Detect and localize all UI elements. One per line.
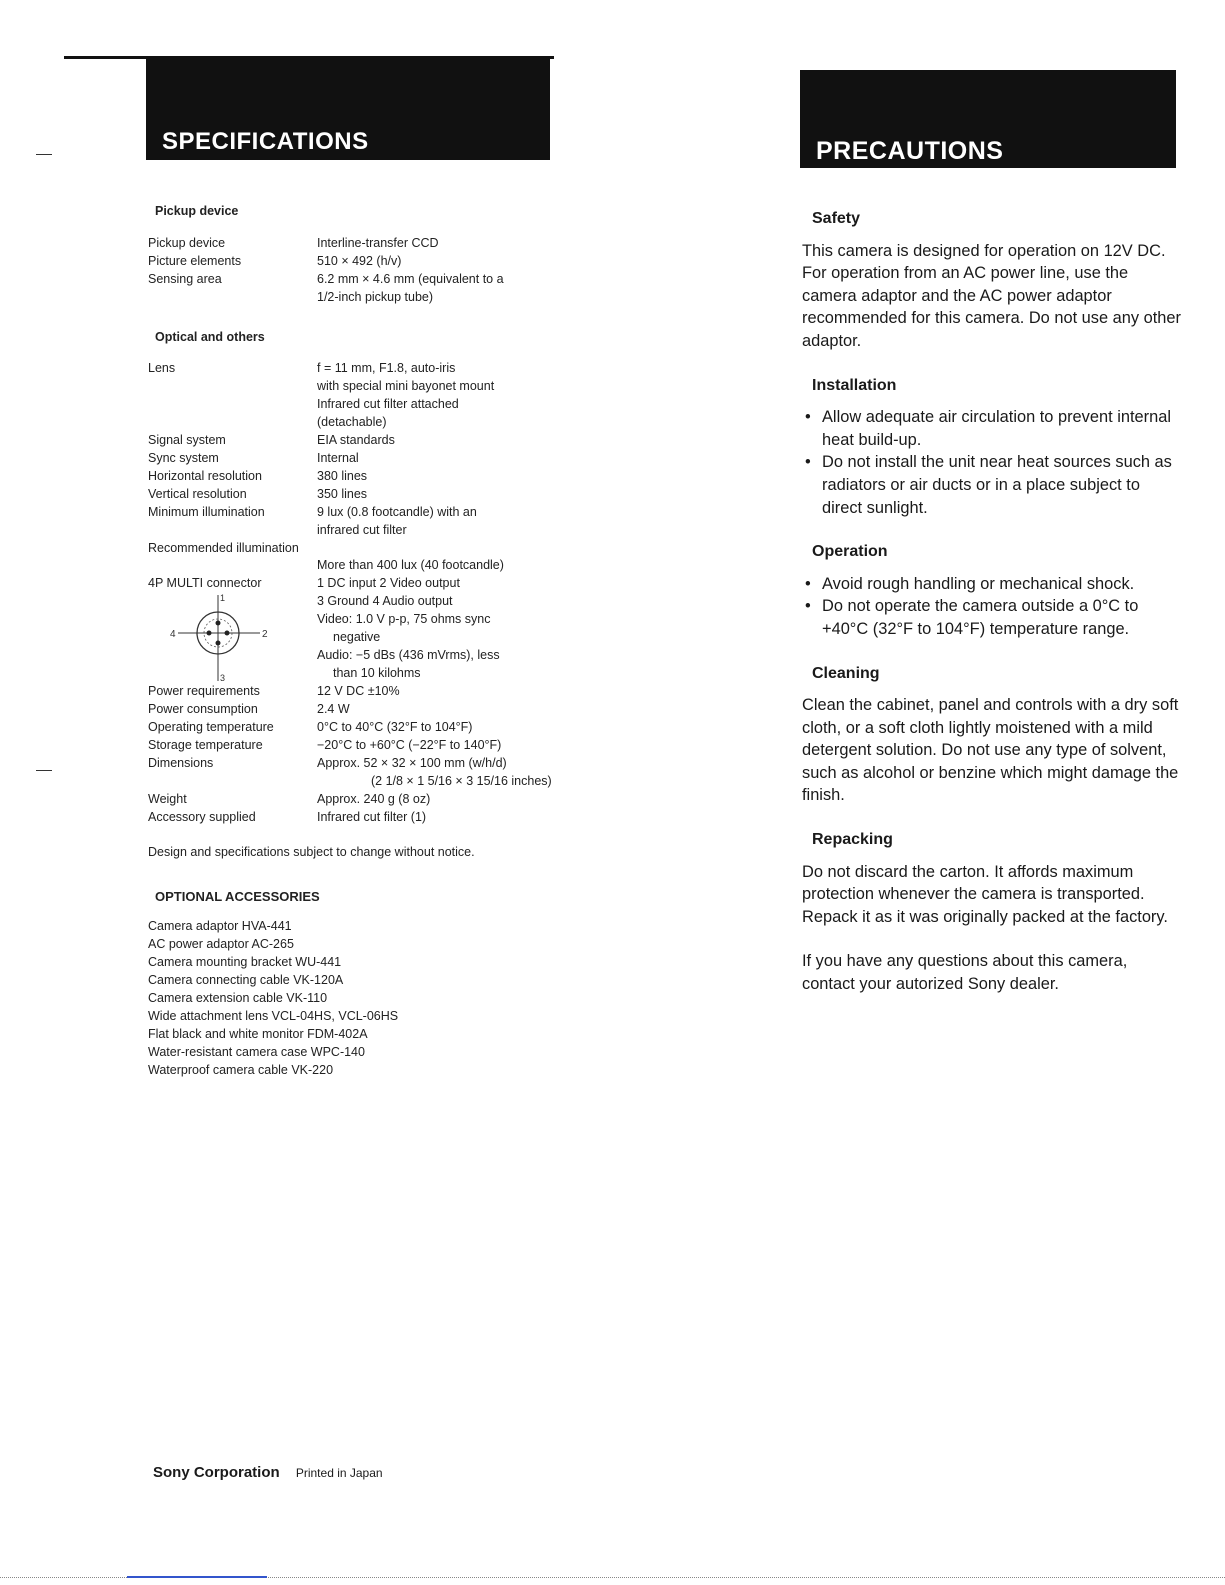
- spec-row: [148, 486, 552, 504]
- list-item: • Do not install the unit near heat sources such as radiators or air ducts or in a place subject to direct sunlight.: [802, 451, 1182, 519]
- spec-label: Minimum illumination: [148, 504, 265, 519]
- spec-label: Lens: [148, 361, 176, 376]
- connector-diagram: [148, 593, 317, 683]
- spec-row: [148, 755, 552, 791]
- operation-heading: Operation: [812, 543, 888, 561]
- margin-mark: [36, 770, 52, 771]
- spec-row: [148, 683, 552, 701]
- change-notice: Design and specifications subject to change without notice.: [148, 845, 475, 860]
- spec-row: [148, 557, 552, 575]
- spec-value: 2.4 W: [317, 702, 350, 717]
- safety-text: This camera is designed for operation on 12V DC. For operation from an AC power line, use the camera adaptor and the AC power adaptor recommended for this camera. Do not use any other adaptor.: [802, 241, 1181, 350]
- specifications-title: SPECIFICATIONS: [162, 128, 369, 155]
- spec-value-line: Video: 1.0 V p-p, 75 ohms sync: [317, 612, 491, 627]
- spec-value: Internal: [317, 450, 359, 465]
- spec-value-line: Infrared cut filter attached: [317, 397, 459, 412]
- cleaning-heading: Cleaning: [812, 664, 880, 682]
- specifications-column: [148, 203, 578, 1079]
- precautions-banner: [800, 70, 1176, 168]
- spec-row: [148, 271, 504, 307]
- spec-value: 510 × 492 (h/v): [317, 253, 402, 268]
- spec-label: Pickup device: [148, 235, 226, 250]
- spec-value-line: negative: [333, 630, 381, 645]
- precautions-title: PRECAUTIONS: [816, 137, 1004, 165]
- spec-label: Power consumption: [148, 702, 258, 717]
- spec-value: Approx. 240 g (8 oz): [317, 791, 431, 806]
- spec-value-line: 3 Ground 4 Audio output: [317, 594, 453, 609]
- spec-row: [148, 540, 552, 558]
- list-item: Camera mounting bracket WU-441: [148, 955, 342, 970]
- spec-value: [317, 504, 552, 540]
- pin-label-3: 3: [220, 673, 226, 684]
- page-edge-mark: [127, 1576, 267, 1578]
- spec-value: [317, 360, 552, 432]
- spec-label: Accessory supplied: [148, 809, 256, 824]
- margin-mark: [36, 154, 52, 155]
- pin-label-4: 4: [170, 629, 176, 641]
- spec-value: Interline-transfer CCD: [317, 235, 439, 250]
- list-item: • Allow adequate air circulation to prevent internal heat build-up.: [802, 406, 1182, 451]
- spec-label: Sensing area: [148, 271, 222, 286]
- spec-value-line: 1/2-inch pickup tube): [317, 289, 434, 304]
- pickup-heading: Pickup device: [155, 204, 239, 218]
- list-item: Waterproof camera cable VK-220: [148, 1062, 334, 1077]
- list-item: Camera connecting cable VK-120A: [148, 973, 344, 987]
- spec-value: [317, 575, 552, 683]
- spec-label: Vertical resolution: [148, 486, 247, 501]
- spec-label: Recommended illumination: [148, 540, 299, 555]
- spec-row: [148, 737, 552, 755]
- spec-row: [148, 719, 552, 737]
- safety-heading: Safety: [812, 210, 861, 227]
- list-item: Flat black and white monitor FDM-402A: [148, 1026, 368, 1041]
- accessories-heading: OPTIONAL ACCESSORIES: [155, 889, 320, 905]
- spec-value-line: f = 11 mm, F1.8, auto-iris: [317, 361, 456, 376]
- cleaning-text: Clean the cabinet, panel and controls with a dry soft cloth, or a soft cloth lightly moistened with a mild detergent solution. Do not use any type of solvent, such as alcohol or benzine which might damage the finish.: [802, 696, 1179, 805]
- spec-label: Weight: [148, 791, 187, 806]
- spec-row: [148, 235, 504, 253]
- pin-label-2: 2: [262, 629, 268, 641]
- spec-value: Infrared cut filter (1): [317, 809, 427, 824]
- spec-value-line: 6.2 mm × 4.6 mm (equivalent to a: [317, 271, 504, 286]
- spec-value-line: 9 lux (0.8 footcandle) with an: [317, 504, 477, 519]
- pickup-table: [148, 235, 504, 307]
- installation-list: [802, 406, 1182, 519]
- spec-row: [148, 791, 552, 809]
- spec-value: 0°C to 40°C (32°F to 104°F): [317, 720, 473, 735]
- spec-value: 12 V DC ±10%: [317, 684, 400, 699]
- spec-label: Power requirements: [148, 684, 260, 699]
- spec-value-line: 1 DC input 2 Video output: [317, 576, 460, 591]
- optical-heading: Optical and others: [155, 329, 265, 344]
- operation-list: [802, 573, 1182, 641]
- spec-label: 4P MULTI connector: [148, 576, 262, 591]
- spec-row: [148, 432, 552, 450]
- optical-table: [148, 360, 552, 826]
- spec-label: Operating temperature: [148, 720, 274, 735]
- precautions-column: [802, 208, 1182, 1018]
- company-name: Sony Corporation: [153, 1464, 280, 1481]
- spec-value-line: (2 1/8 × 1 5/16 × 3 15/16 inches): [371, 773, 552, 788]
- installation-heading: Installation: [812, 376, 897, 394]
- spec-value: 350 lines: [317, 486, 368, 501]
- spec-label: Storage temperature: [148, 737, 263, 752]
- list-item: Camera adaptor HVA-441: [148, 919, 292, 934]
- spec-value: −20°C to +60°C (−22°F to 140°F): [317, 737, 502, 752]
- spec-value: [317, 271, 504, 307]
- spec-value-line: than 10 kilohms: [333, 665, 421, 680]
- spec-value-line: infrared cut filter: [317, 522, 407, 537]
- list-item: • Do not operate the camera outside a 0°C to +40°C (32°F to 104°F) temperature range.: [802, 595, 1182, 640]
- contact-text: If you have any questions about this camera, contact your autorized Sony dealer.: [802, 952, 1128, 994]
- specifications-banner: [146, 58, 550, 160]
- spec-value: [317, 755, 552, 791]
- spec-row: [148, 450, 552, 468]
- spec-value-line: with special mini bayonet mount: [317, 379, 495, 394]
- spec-value: 380 lines: [317, 468, 368, 483]
- accessories-list: [148, 918, 578, 1079]
- list-item: Camera extension cable VK-110: [148, 990, 328, 1005]
- connector-pin-icon: [148, 593, 278, 683]
- list-item: AC power adaptor AC-265: [148, 937, 294, 952]
- footer: [153, 1464, 383, 1481]
- list-item: • Avoid rough handling or mechanical shock.: [802, 573, 1182, 596]
- spec-value: EIA standards: [317, 433, 395, 448]
- pin-label-1: 1: [220, 593, 226, 604]
- spec-row: [148, 468, 552, 486]
- spec-label: Sync system: [148, 450, 219, 465]
- list-item: Wide attachment lens VCL-04HS, VCL-06HS: [148, 1008, 399, 1023]
- spec-row: [148, 575, 552, 683]
- spec-value-line: Approx. 52 × 32 × 100 mm (w/h/d): [317, 755, 507, 770]
- repacking-text: Do not discard the carton. It affords maximum protection whenever the camera is transported. Repack it as it was originally packed at the factory.: [802, 862, 1168, 926]
- list-item: Water-resistant camera case WPC-140: [148, 1044, 365, 1059]
- spec-label: Dimensions: [148, 755, 214, 770]
- spec-value-line: (detachable): [317, 415, 387, 430]
- repacking-heading: Repacking: [812, 831, 893, 849]
- spec-value: More than 400 lux (40 footcandle): [317, 558, 504, 573]
- spec-row: [148, 504, 552, 540]
- printed-in: Printed in Japan: [295, 1466, 383, 1480]
- spec-label: Signal system: [148, 433, 226, 448]
- spec-row: [148, 701, 552, 719]
- spec-row: [148, 253, 504, 271]
- spec-value-line: Audio: −5 dBs (436 mVrms), less: [317, 647, 500, 662]
- spec-row: [148, 809, 552, 827]
- spec-label: Horizontal resolution: [148, 468, 262, 483]
- spec-row: [148, 360, 552, 432]
- spec-label: Picture elements: [148, 253, 242, 268]
- connector-cell: [148, 575, 317, 683]
